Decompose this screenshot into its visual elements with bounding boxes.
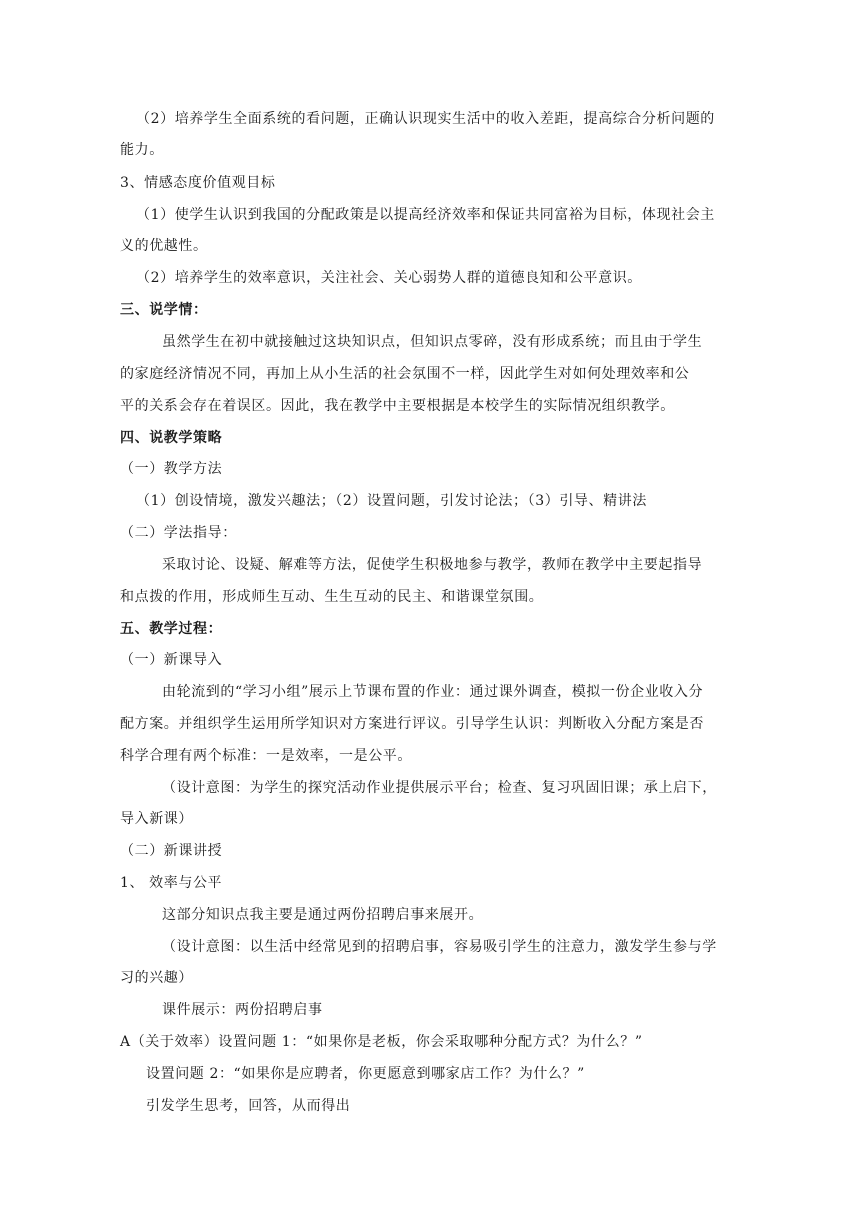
section-subheading: （一）新课导入 <box>120 652 223 668</box>
paragraph-line: （1）创设情境，激发兴趣法；（2）设置问题，引发讨论法；（3）引导、精讲法 <box>136 493 647 509</box>
paragraph-line: 的家庭经济情况不同，再加上从小生活的社会氛围不一样，因此学生对如何处理效率和公 <box>120 366 690 382</box>
paragraph-line: 这部分知识点我主要是通过两份招聘启事来展开。 <box>162 907 484 923</box>
paragraph-line: 导入新课） <box>120 811 193 827</box>
section-heading: 三、说学情： <box>120 302 208 318</box>
paragraph-line: （2）培养学生全面系统的看问题，正确认识现实生活中的收入差距，提高综合分析问题的 <box>136 111 715 127</box>
section-subheading: 1、 效率与公平 <box>120 875 223 891</box>
section-heading: 四、说教学策略 <box>120 430 223 446</box>
section-subheading: （一）教学方法 <box>120 461 223 477</box>
paragraph-line: 由轮流到的“学习小组”展示上节课布置的作业：通过课外调查，模拟一份企业收入分 <box>162 684 704 700</box>
paragraph-line: 引发学生思考，回答，从而得出 <box>146 1098 351 1114</box>
paragraph-line: 设置问题 2：“如果你是应聘者，你更愿意到哪家店工作？为什么？” <box>146 1066 585 1082</box>
paragraph-line: 和点拨的作用，形成师生互动、生生互动的民主、和谐课堂氛围。 <box>120 589 544 605</box>
paragraph-line: 课件展示：两份招聘启事 <box>162 1002 323 1018</box>
paragraph-line: 能力。 <box>120 142 164 158</box>
paragraph-line: 科学合理有两个标准：一是效率，一是公平。 <box>120 748 412 764</box>
paragraph-line: 虽然学生在初中就接触过这块知识点，但知识点零碎，没有形成系统；而且由于学生 <box>162 334 703 350</box>
paragraph-line: 平的关系会存在着误区。因此，我在教学中主要根据是本校学生的实际情况组织教学。 <box>120 398 675 414</box>
section-subheading: （二）新课讲授 <box>120 843 223 859</box>
section-subheading: 3、情感态度价值观目标 <box>120 175 276 191</box>
paragraph-line: A（关于效率）设置问题 1：“如果你是老板，你会采取哪种分配方式？为什么？” <box>120 1034 643 1050</box>
paragraph-line: （设计意图：以生活中经常见到的招聘启事，容易吸引学生的注意力，激发学生参与学 <box>162 939 717 955</box>
paragraph-line: （2）培养学生的效率意识，关注社会、关心弱势人群的道德良知和公平意识。 <box>136 270 642 286</box>
section-heading: 五、教学过程： <box>120 621 223 637</box>
paragraph-line: 习的兴趣） <box>120 970 193 986</box>
paragraph-line: （设计意图：为学生的探究活动作业提供展示平台；检查、复习巩固旧课；承上启下， <box>162 780 717 796</box>
paragraph-line: 采取讨论、设疑、解难等方法，促使学生积极地参与教学，教师在教学中主要起指导 <box>162 557 703 573</box>
paragraph-line: 义的优越性。 <box>120 238 208 254</box>
section-subheading: （二）学法指导： <box>120 525 237 541</box>
paragraph-line: （1）使学生认识到我国的分配政策是以提高经济效率和保证共同富裕为目标，体现社会主 <box>136 207 715 223</box>
paragraph-line: 配方案。并组织学生运用所学知识对方案进行评议。引导学生认识：判断收入分配方案是否 <box>120 716 704 732</box>
